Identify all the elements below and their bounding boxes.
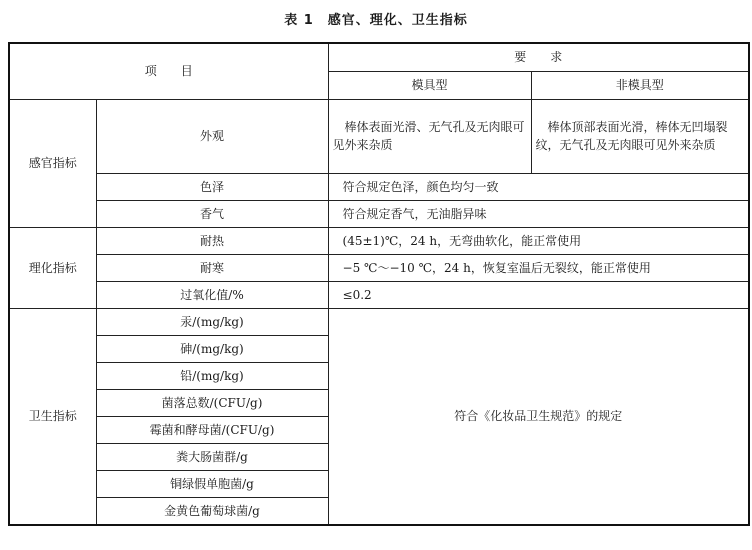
- hygiene-item: 金黄色葡萄球菌/g: [96, 497, 328, 525]
- heat-value: (45±1)℃，24 h，无弯曲软化，能正常使用: [328, 227, 749, 254]
- header-item: 项 目: [9, 43, 328, 99]
- header-requirement: 要 求: [328, 43, 749, 71]
- peroxide-value: ≤0.2: [328, 281, 749, 308]
- group-sensory: 感官指标: [9, 99, 96, 227]
- fragrance-value: 符合规定香气，无油脂异味: [328, 200, 749, 227]
- hygiene-item: 砷/(mg/kg): [96, 335, 328, 362]
- appearance-mold: 棒体表面光滑、无气孔及无肉眼可见外来杂质: [328, 99, 531, 173]
- appearance-non-mold: 棒体顶部表面光滑，棒体无凹塌裂纹，无气孔及无肉眼可见外来杂质: [531, 99, 749, 173]
- hygiene-item: 粪大肠菌群/g: [96, 443, 328, 470]
- hygiene-item: 铜绿假单胞菌/g: [96, 470, 328, 497]
- item-appearance: 外观: [96, 99, 328, 173]
- group-physchem: 理化指标: [9, 227, 96, 308]
- header-mold: 模具型: [328, 71, 531, 99]
- item-color: 色泽: [96, 173, 328, 200]
- hygiene-item: 铅/(mg/kg): [96, 362, 328, 389]
- color-value: 符合规定色泽，颜色均匀一致: [328, 173, 749, 200]
- cold-value: −5 ℃～−10 ℃，24 h，恢复室温后无裂纹，能正常使用: [328, 254, 749, 281]
- group-hygiene: 卫生指标: [9, 308, 96, 525]
- hygiene-item: 汞/(mg/kg): [96, 308, 328, 335]
- hygiene-item: 霉菌和酵母菌/(CFU/g): [96, 416, 328, 443]
- item-fragrance: 香气: [96, 200, 328, 227]
- hygiene-value: 符合《化妆品卫生规范》的规定: [328, 308, 749, 525]
- indicator-table: [8, 42, 750, 526]
- item-cold: 耐寒: [96, 254, 328, 281]
- header-non-mold: 非模具型: [531, 71, 749, 99]
- item-peroxide: 过氧化值/%: [96, 281, 328, 308]
- table-caption: 表 1 感官、理化、卫生指标: [284, 13, 468, 28]
- hygiene-item: 菌落总数/(CFU/g): [96, 389, 328, 416]
- item-heat: 耐热: [96, 227, 328, 254]
